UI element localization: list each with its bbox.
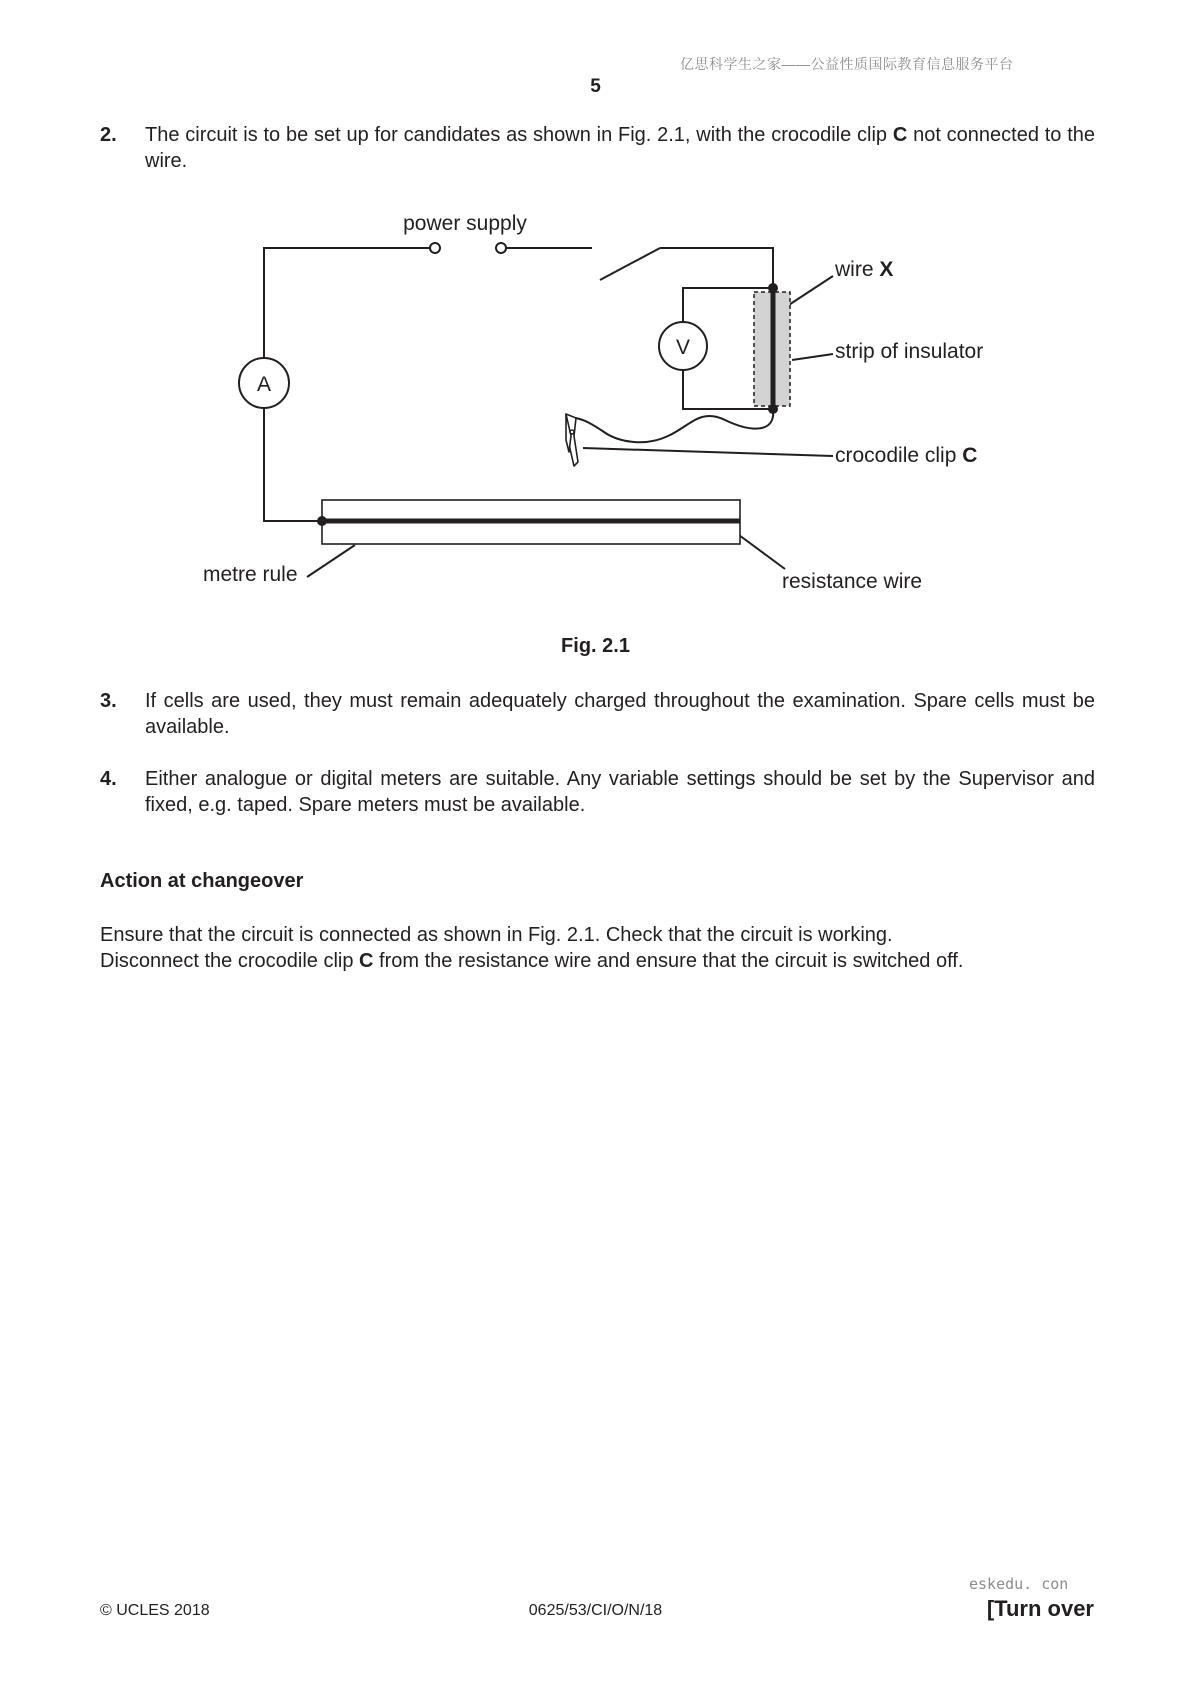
wire-left-top	[264, 248, 433, 358]
circuit-diagram	[0, 190, 1191, 610]
label-resistance-wire: resistance wire	[782, 570, 923, 593]
junction-rule	[317, 516, 327, 526]
section-paragraph-line-1: Ensure that the circuit is connected as shown in Fig. 2.1. Check that the circuit is working.	[100, 924, 893, 946]
page-number: 5	[590, 76, 601, 97]
supply-terminal-right	[496, 243, 506, 253]
label-wire-x: wire X	[835, 258, 894, 281]
footer-turn-over: [Turn over	[986, 1596, 1094, 1621]
label-strip-of-insulator: strip of insulator	[835, 340, 984, 363]
item-number: 3.	[100, 690, 117, 712]
supply-terminal-left	[430, 243, 440, 253]
crocodile-clip	[566, 414, 578, 466]
leader-metre-rule	[307, 545, 355, 577]
footer-watermark: eskedu. con	[969, 1575, 1069, 1593]
ammeter-label: A	[256, 373, 272, 396]
item-text: Either analogue or digital meters are suitable. Any variable settings should be set by the Supervisor and fixed, e.g. taped. Spare meters must be available.	[145, 768, 1095, 816]
footer-paper-code: 0625/53/CI/O/N/18	[528, 1602, 663, 1619]
voltmeter-label: V	[675, 336, 691, 359]
leader-crocodile-clip	[583, 448, 833, 456]
item-text: The circuit is to be set up for candidates as shown in Fig. 2.1, with the crocodile clip C not connected to the wire.	[145, 124, 1096, 172]
switch-arm	[600, 248, 660, 280]
figure-caption: Fig. 2.1	[561, 635, 630, 657]
footer-copyright: © UCLES 2018	[100, 1602, 210, 1619]
header-watermark: 亿思科学生之家——公益性质国际教育信息服务平台	[680, 56, 1014, 72]
item-text: If cells are used, they must remain adequately charged throughout the examination. Spare cells must be available.	[145, 690, 1095, 738]
item-number: 2.	[100, 124, 117, 146]
junction-x-bottom	[768, 404, 778, 414]
junction-x-top	[768, 283, 778, 293]
wire-left-bottom	[264, 408, 322, 521]
label-metre-rule: metre rule	[203, 563, 298, 586]
label-crocodile-clip: crocodile clip C	[835, 444, 978, 467]
section-heading: Action at changeover	[100, 870, 304, 892]
section-paragraph-line-2: Disconnect the crocodile clip C from the resistance wire and ensure that the circuit is switched off.	[100, 950, 964, 972]
flying-lead	[576, 409, 773, 442]
leader-strip	[792, 354, 833, 360]
item-number: 4.	[100, 768, 117, 790]
wire-switch-to-x	[660, 248, 773, 288]
label-power-supply: power supply	[403, 212, 527, 235]
